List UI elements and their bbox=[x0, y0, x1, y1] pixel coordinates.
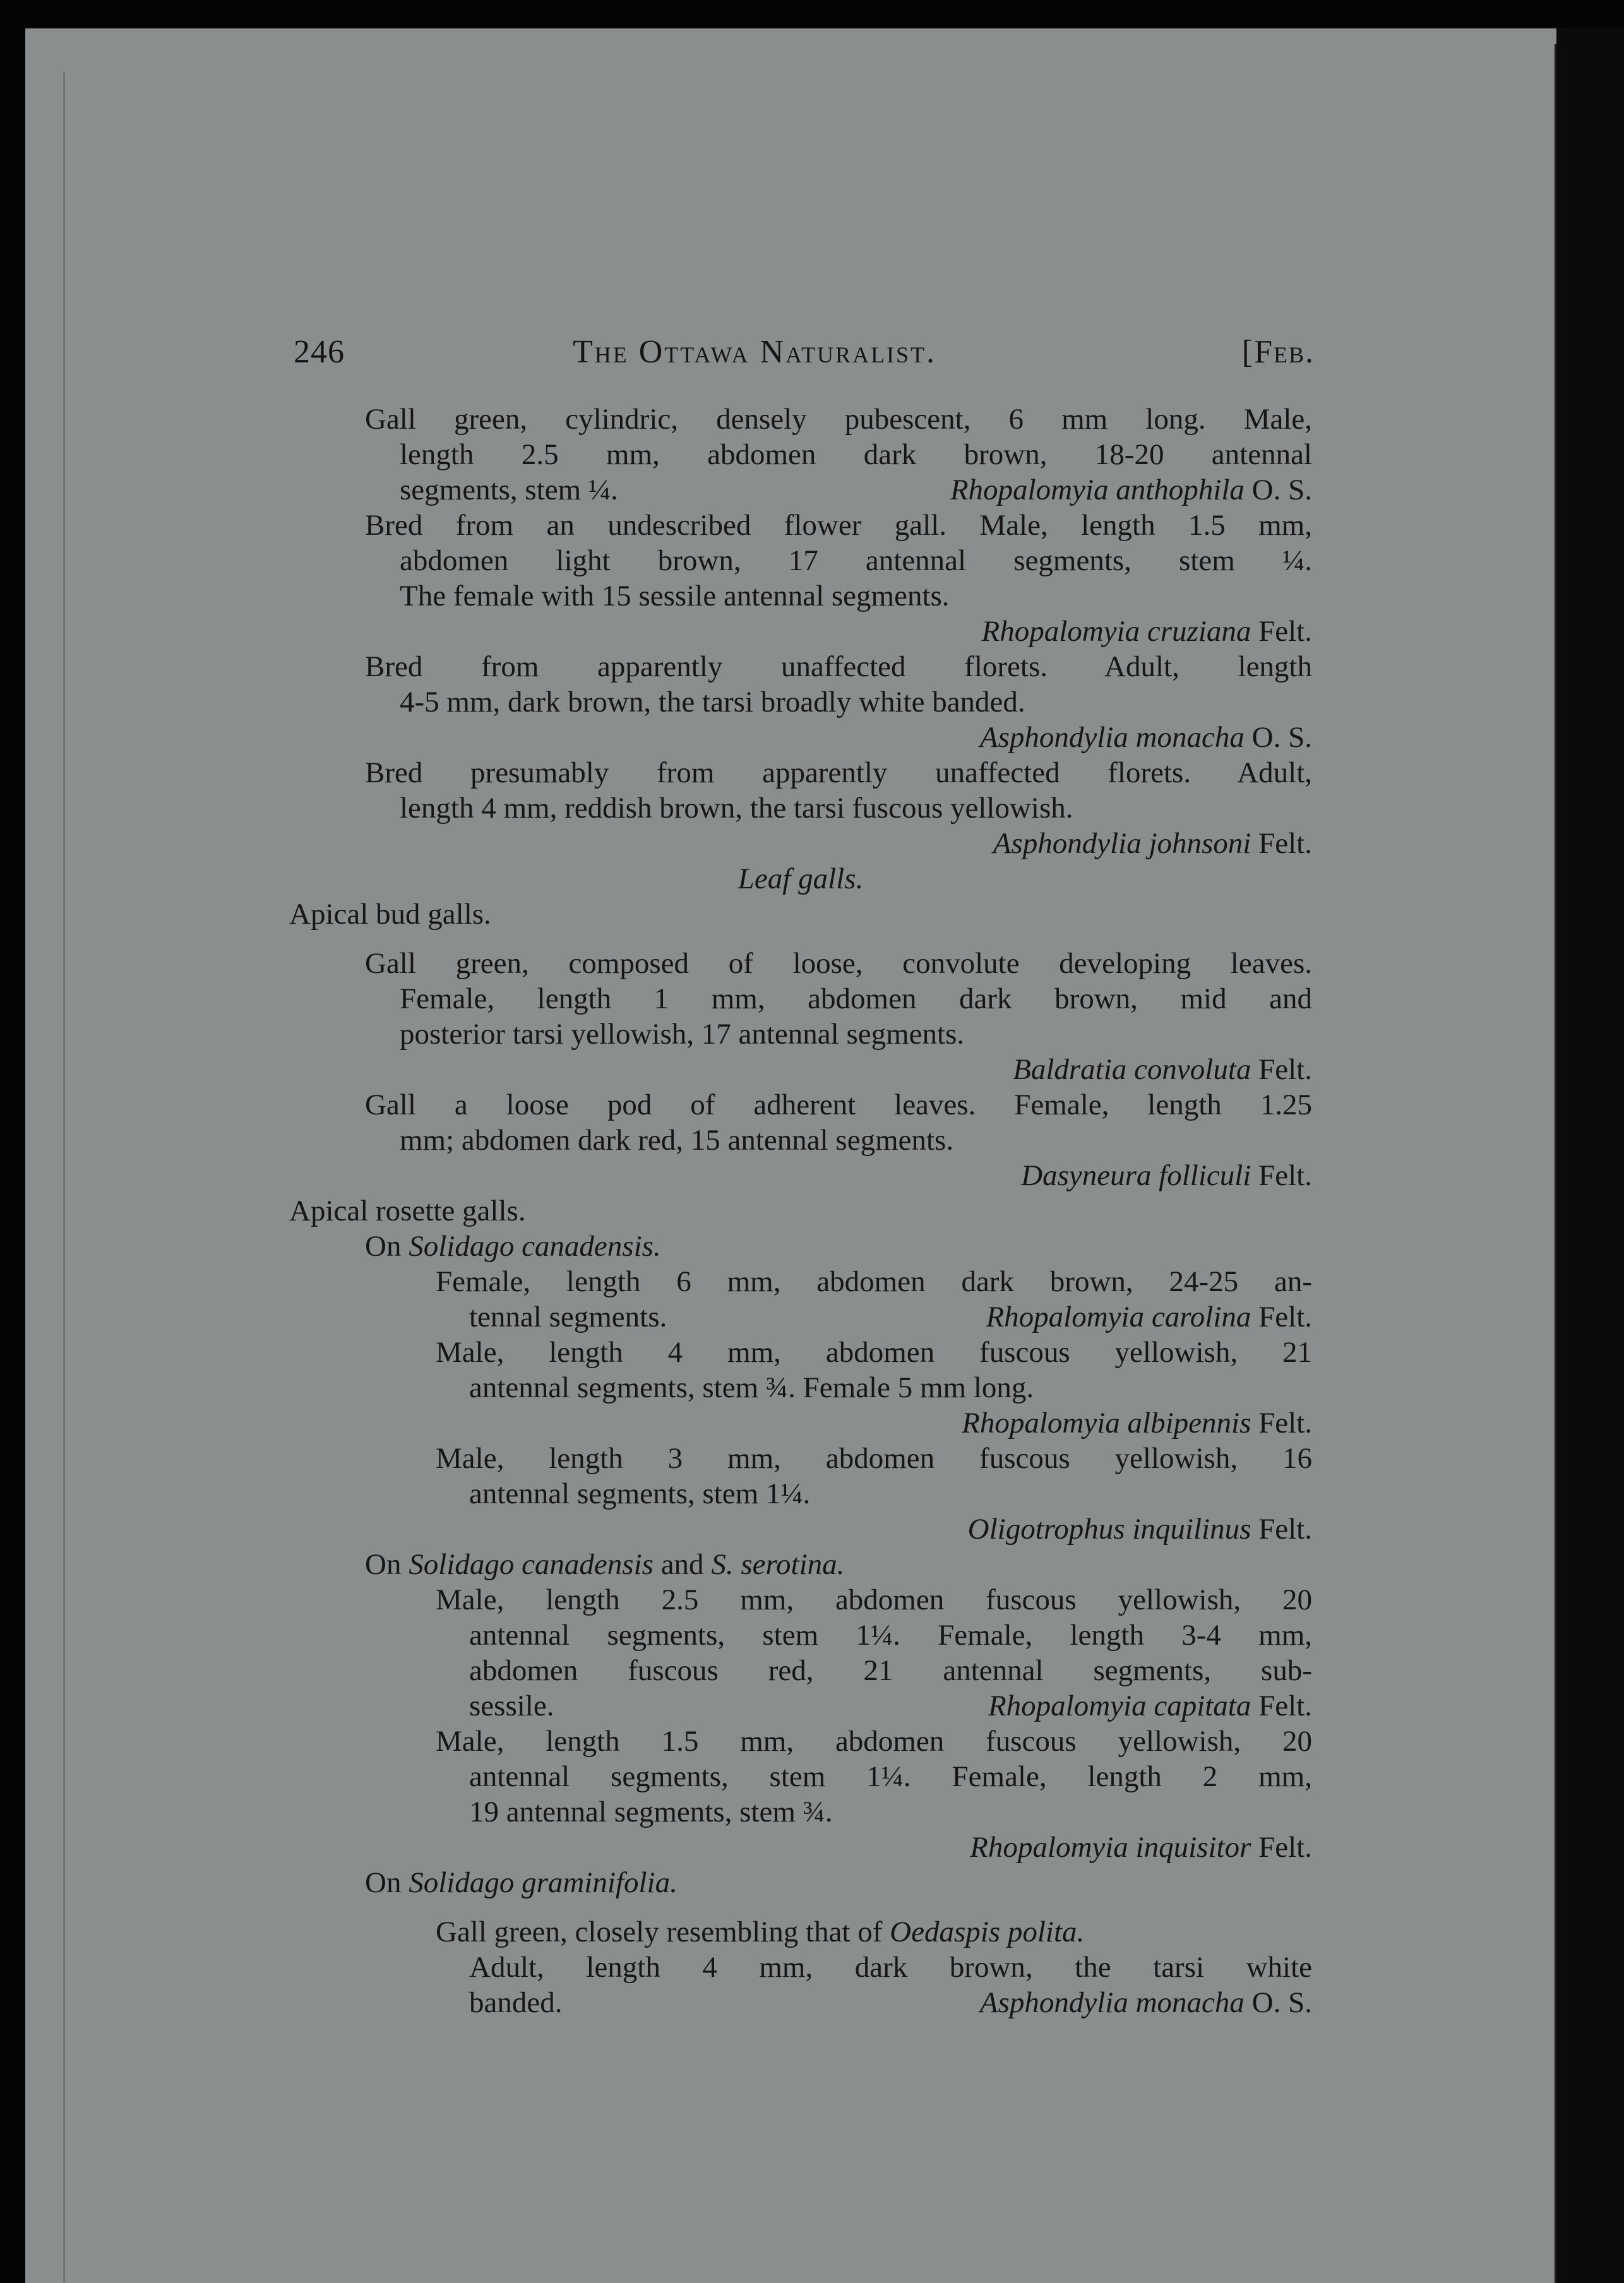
scan-top-border bbox=[0, 0, 1624, 28]
host-heading: On Solidago graminifolia. bbox=[365, 1866, 678, 1899]
species-citation: Baldratia convoluta Felt. bbox=[1013, 1053, 1312, 1086]
text-line: Bred from apparently unaffected florets. Adult, length bbox=[365, 650, 1312, 683]
issue-month: [Feb. bbox=[1241, 334, 1315, 370]
text-line: abdomen light brown, 17 antennal segments, stem ¼. bbox=[400, 544, 1312, 577]
host-heading: On Solidago canadensis and S. serotina. bbox=[365, 1548, 845, 1581]
species-citation: Rhopalomyia cruziana Felt. bbox=[981, 615, 1312, 648]
text-line: Gall green, composed of loose, convolute developing leaves. bbox=[365, 947, 1312, 980]
text-line: tennal segments. Rhopalomyia carolina Felt. bbox=[469, 1301, 1312, 1333]
running-header bbox=[294, 333, 1315, 378]
species-citation: Rhopalomyia carolina Felt. bbox=[986, 1301, 1312, 1333]
scan-right-border bbox=[1556, 28, 1624, 2283]
text-line: abdomen fuscous red, 21 antennal segments, sub- bbox=[469, 1654, 1312, 1687]
species-citation: Rhopalomyia anthophila O. S. bbox=[950, 474, 1312, 506]
text-line: Gall green, closely resembling that of Oedaspis polita. bbox=[436, 1916, 1085, 1948]
species-citation: Rhopalomyia capitata Felt. bbox=[988, 1690, 1312, 1722]
text-line: Female, length 1 mm, abdomen dark brown, mid and bbox=[400, 982, 1312, 1015]
text-line: antennal segments, stem 1¼. bbox=[469, 1477, 811, 1510]
text-line: 4-5 mm, dark brown, the tarsi broadly white banded. bbox=[400, 686, 1025, 718]
text-line: Male, length 4 mm, abdomen fuscous yellowish, 21 bbox=[436, 1336, 1312, 1369]
text-line: mm; abdomen dark red, 15 antennal segments. bbox=[400, 1124, 954, 1157]
text-line: antennal segments, stem 1¼. Female, length 2 mm, bbox=[469, 1760, 1312, 1793]
page-body bbox=[289, 402, 1312, 2020]
text-line: posterior tarsi yellowish, 17 antennal segments. bbox=[400, 1018, 965, 1051]
subsection-heading: Apical rosette galls. bbox=[289, 1195, 526, 1227]
text-line: 19 antennal segments, stem ¾. bbox=[469, 1796, 833, 1828]
text-line: Gall green, cylindric, densely pubescent, 6 mm long. Male, bbox=[365, 403, 1312, 436]
species-citation: Rhopalomyia albipennis Felt. bbox=[962, 1407, 1312, 1440]
species-citation: Asphondylia monacha O. S. bbox=[979, 721, 1312, 754]
text-line: Gall a loose pod of adherent leaves. Female, length 1.25 bbox=[365, 1088, 1312, 1121]
text-line: Bred presumably from apparently unaffected florets. Adult, bbox=[365, 756, 1312, 789]
text-line: length 2.5 mm, abdomen dark brown, 18-20 antennal bbox=[400, 438, 1312, 471]
journal-title: The Ottawa Naturalist. bbox=[573, 334, 937, 370]
page-number: 246 bbox=[294, 334, 345, 370]
species-citation: Oligotrophus inquilinus Felt. bbox=[967, 1513, 1312, 1546]
text-line: antennal segments, stem 1¼. Female, length 3-4 mm, bbox=[469, 1619, 1312, 1652]
text-line: antennal segments, stem ¾. Female 5 mm long. bbox=[469, 1371, 1034, 1404]
species-citation: Asphondylia monacha O. S. bbox=[979, 1986, 1312, 2019]
text-line: Bred from an undescribed flower gall. Male, length 1.5 mm, bbox=[365, 509, 1312, 542]
species-citation: Rhopalomyia inquisitor Felt. bbox=[970, 1831, 1312, 1864]
text-line: sessile. Rhopalomyia capitata Felt. bbox=[469, 1690, 1312, 1722]
subsection-heading: Apical bud galls. bbox=[289, 898, 491, 931]
text-line: Male, length 3 mm, abdomen fuscous yellowish, 16 bbox=[436, 1442, 1312, 1475]
text-line: Adult, length 4 mm, dark brown, the tarsi white bbox=[469, 1951, 1312, 1984]
host-heading: On Solidago canadensis. bbox=[365, 1230, 661, 1263]
text-line: The female with 15 sessile antennal segments. bbox=[400, 580, 950, 612]
text-line: segments, stem ¼. Rhopalomyia anthophila O. S. bbox=[400, 474, 1312, 506]
text-line: Male, length 2.5 mm, abdomen fuscous yellowish, 20 bbox=[436, 1583, 1312, 1616]
species-citation: Dasyneura folliculi Felt. bbox=[1021, 1159, 1312, 1192]
text-line: banded. Asphondylia monacha O. S. bbox=[469, 1986, 1312, 2019]
species-citation: Asphondylia johnsoni Felt. bbox=[993, 827, 1312, 860]
page-fold-line bbox=[63, 73, 65, 2282]
text-line: Female, length 6 mm, abdomen dark brown, 24-25 an- bbox=[436, 1265, 1312, 1298]
section-heading: Leaf galls. bbox=[737, 862, 864, 895]
text-line: Male, length 1.5 mm, abdomen fuscous yellowish, 20 bbox=[436, 1725, 1312, 1758]
text-line: length 4 mm, reddish brown, the tarsi fuscous yellowish. bbox=[400, 792, 1073, 825]
